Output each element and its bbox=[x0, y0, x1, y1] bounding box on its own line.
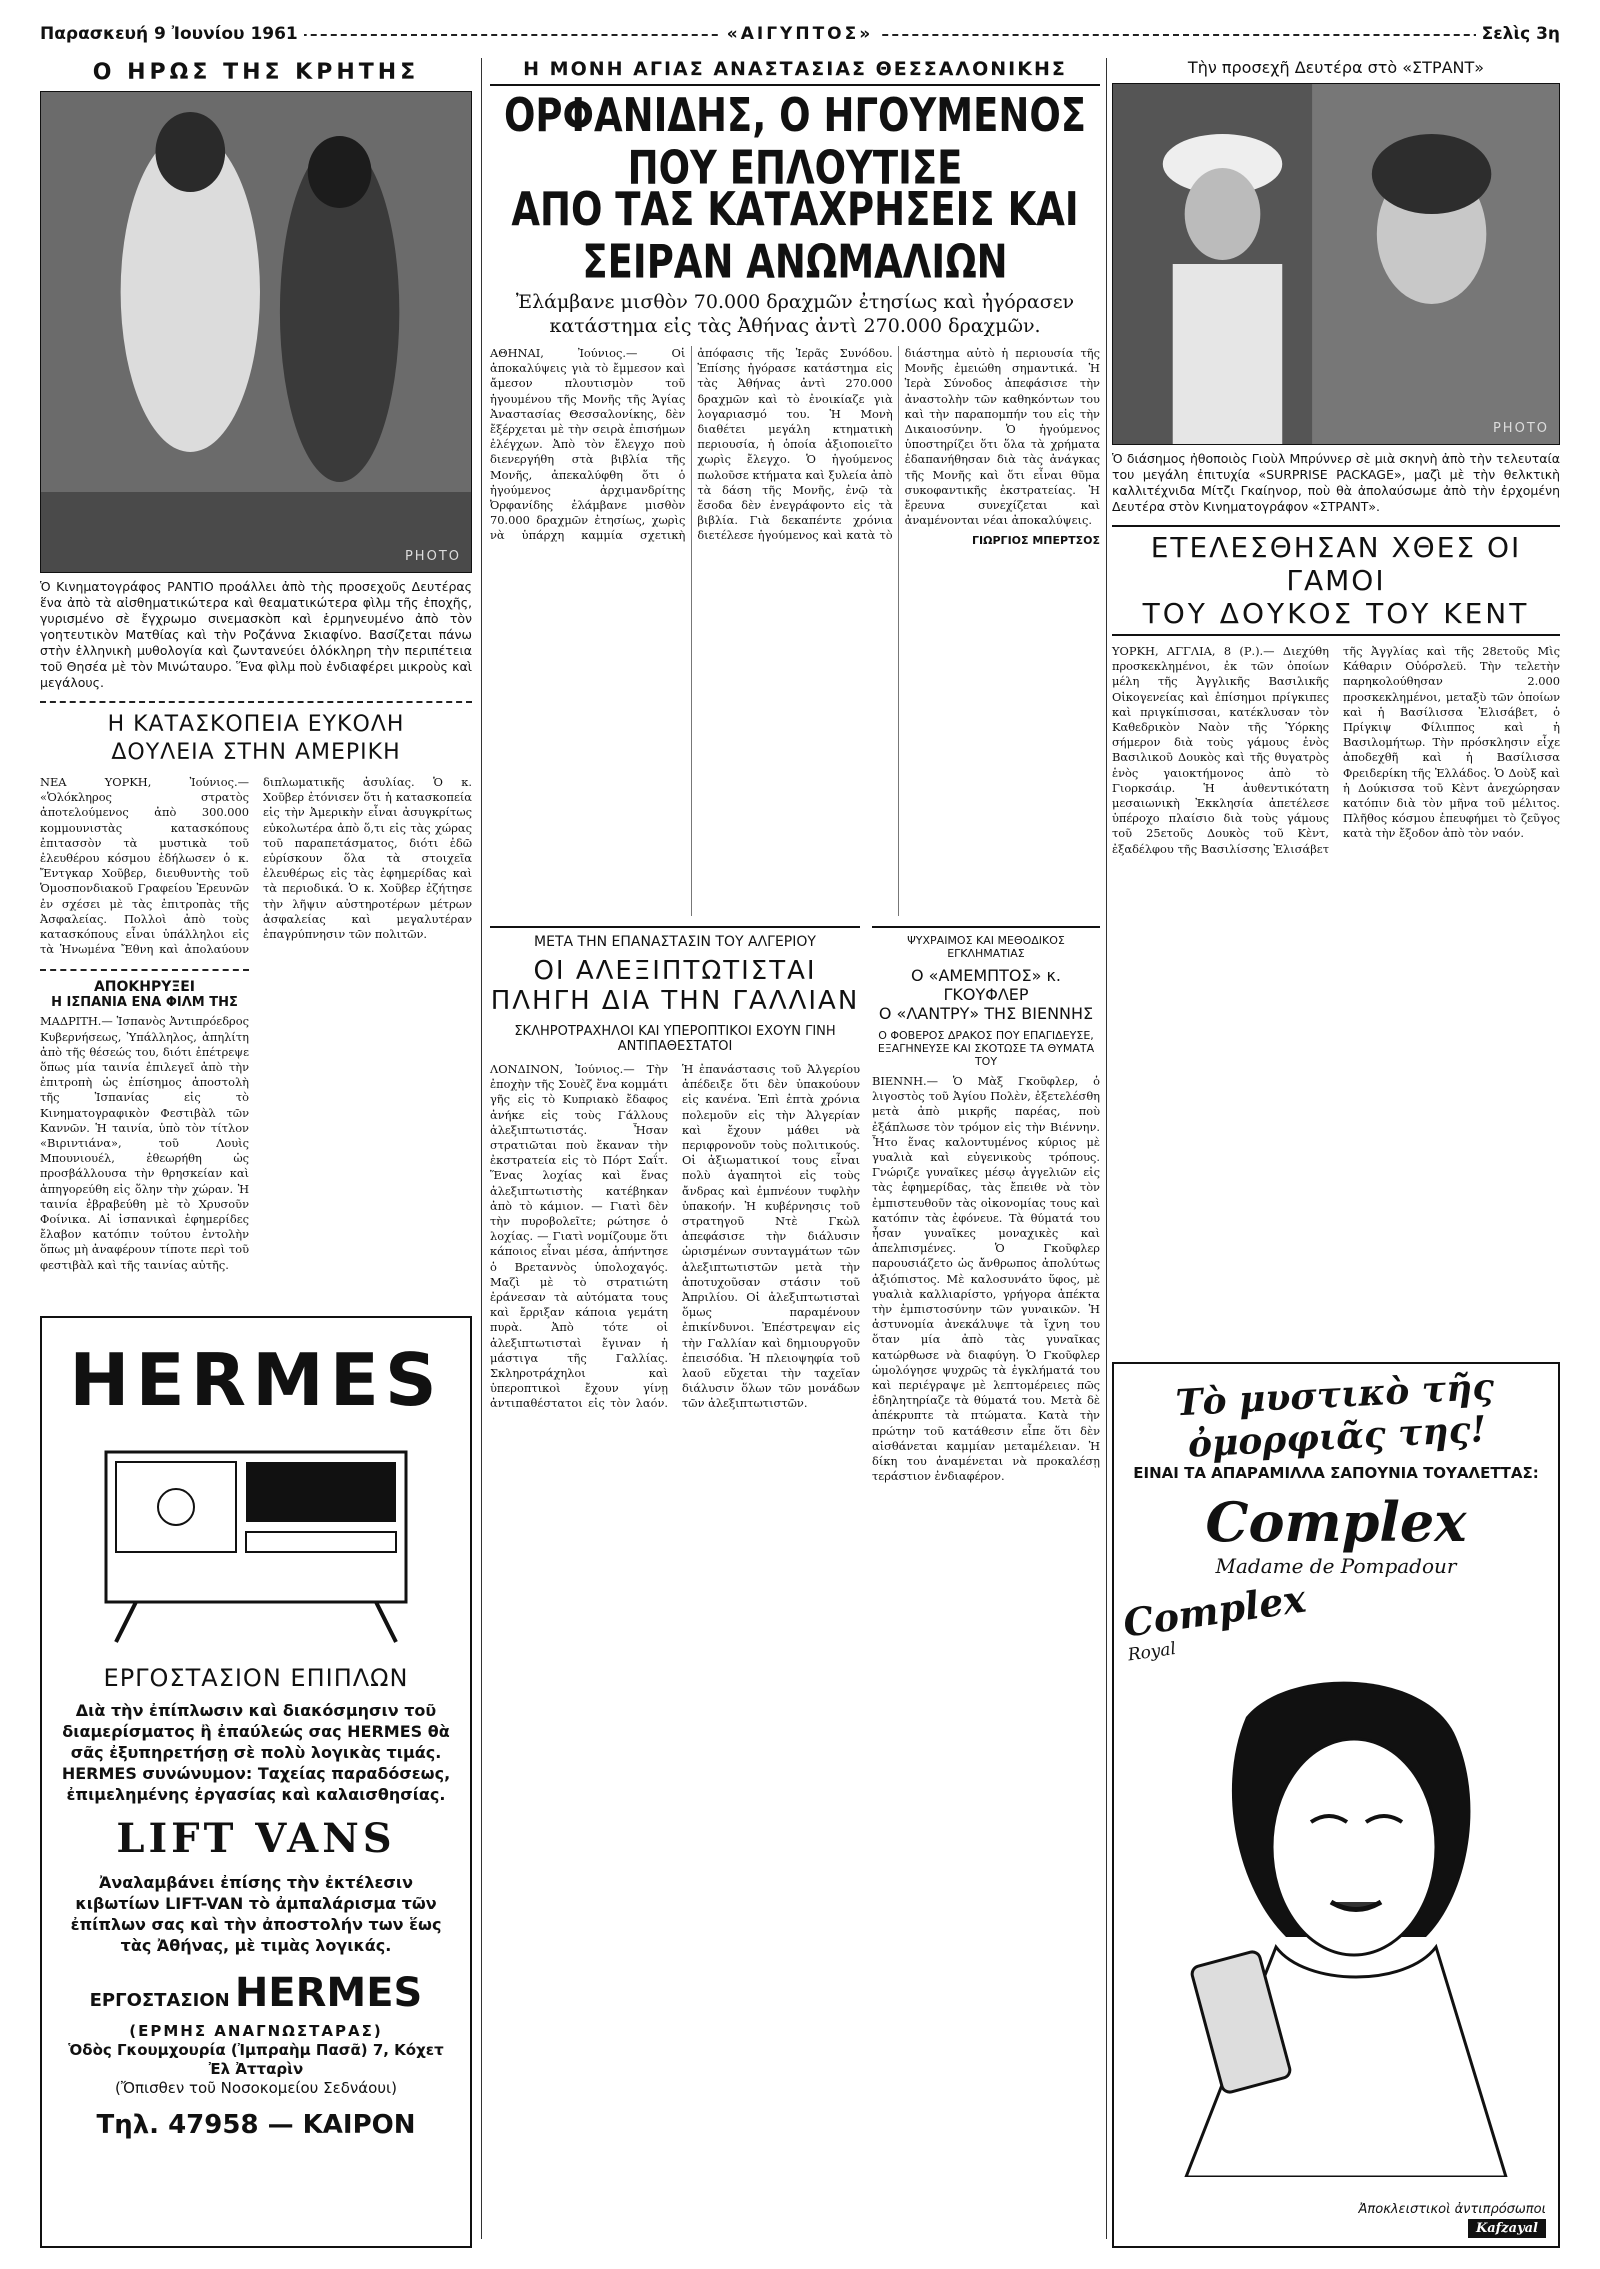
spain-section bbox=[40, 961, 472, 1278]
model-illustration bbox=[1126, 1657, 1546, 2177]
monastery-signature: ΓΙΩΡΓΙΟΣ ΜΠΕΡΤΣΟΣ bbox=[972, 534, 1100, 548]
soap-firm-name: Kafzayal bbox=[1468, 2219, 1546, 2238]
hero-article-title: Ο ΗΡΩΣ ΤΗΣ ΚΡΗΤΗΣ bbox=[92, 60, 420, 85]
spy-article-title: Η ΚΑΤΑΣΚΟΠΕΙΑ ΕΥΚΟΛΗ ΔΟΥΛΕΙΑ ΣΤΗΝ ΑΜΕΡΙΚΗ bbox=[107, 712, 405, 765]
middle-column bbox=[490, 58, 1100, 1490]
strand-kicker: Τὴν προσεχῆ Δευτέρα στὸ «ΣΤΡΑΝΤ» bbox=[1187, 58, 1485, 77]
spy-article-body bbox=[40, 775, 472, 957]
strand-caption: Ὁ διάσημος ἠθοποιὸς Γιοὺλ Μπρύννερ σὲ μιὰ σκηνὴ ἀπὸ τὴν τελευταία του μεγάλη ἐπιτυχία «SURPRISE PACKAGE», μαζὶ μὲ τὴν θελκτικὴ καλλιτέχνιδα Μίτζι Γκαίηνορ, ποὺ θὰ ἀπολαύσωμε ἀπὸ τὴν ἐρχομένη Δευτέρα στὸν Κινηματογράφον «ΣΤΡΑΝΤ». bbox=[1112, 451, 1560, 514]
strand-photo-label: PHOTO bbox=[1492, 421, 1549, 436]
spain-article-text: ΜΑΔΡΙΤΗ.— Ἱσπανὸς Ἀντιπρόεδρος Κυβερνήσεως, Ὑπάλληλος, ἀπηλίτη ἀπὸ τῆς θέσεώς του, διότι ἐπέτρεψε ὅπως μία ταινία ἐπιλεγεῖ ἀπὸ τὴν ἐπιτροπὴ ὡς ἐπίσημος ἀποστολὴ τῆς Ἱσπανίας εἰς τὸ Κινηματογραφικὸν Φεστιβὰλ τῶν Καννῶν. Ἡ ταινία, ὑπὸ τὸν τίτλον «Βιριντιάνα», τοῦ Λουὶς Μπουνιουέλ, ἐθεωρήθη ὡς προσβάλλουσα τὴν θρησκείαν καὶ ἀπηγορεύθη εἰς ὅλην τὴν χώραν. Ἡ ταινία ἐβραβεύθη μὲ τὸ Χρυσοῦν Φοίνικα. Αἱ ἱσπανικαὶ ἐφημερίδες ἔλαβον κατόπιν τούτου ἐντολὴν ὅπως μὴ ἀναφέρουν τίποτε περὶ τοῦ φεστιβὰλ καὶ τῆς ταινίας αὐτῆς. bbox=[40, 1014, 249, 1272]
spain-article bbox=[40, 961, 249, 1278]
crime-headline-1: Ο «ΑΜΕΜΠΤΟΣ» κ. ΓΚΟΥΦΛΕΡ bbox=[910, 966, 1062, 1004]
wedding-headline-1: ΕΤΕΛΕΣΘΗΣΑΝ ΧΘΕΣ ΟΙ ΓΑΜΟΙ bbox=[1150, 531, 1522, 597]
hermes-advertisement bbox=[40, 1316, 472, 2248]
soap-royal-row bbox=[1120, 1575, 1548, 1666]
algeria-article bbox=[490, 926, 860, 1490]
monastery-subhead: Ἐλάμβανε μισθὸν 70.000 δραχμῶν ἐτησίως καὶ ἠγόρασεν κατάστημα εἰς τὰς Ἀθήνας ἀντὶ 270.000 δραχμῶν. bbox=[515, 291, 1075, 337]
strand-still-graphic bbox=[1113, 84, 1559, 444]
spain-title-1: ΑΠΟΚΗΡΥΞΕΙ bbox=[93, 979, 196, 996]
soap-ad-footer bbox=[1359, 2202, 1546, 2236]
column-divider-1 bbox=[481, 58, 482, 2239]
soap-madame: Madame de Pompadour bbox=[1215, 1554, 1457, 1578]
monastery-article-body bbox=[490, 346, 1100, 916]
monastery-kicker: Η ΜΟΝΗ ΑΓΙΑΣ ΑΝΑΣΤΑΣΙΑΣ ΘΕΣΣΑΛΟΝΙΚΗΣ bbox=[490, 58, 1100, 86]
crime-headline-2: Ο «ΛΑΝΤΡΥ» ΤΗΣ ΒΙΕΝΝΗΣ bbox=[878, 1004, 1094, 1023]
hermes-brand: HERMES bbox=[69, 1338, 443, 1422]
column-divider-2 bbox=[1106, 58, 1107, 2239]
page-number: Σελὶς 3η bbox=[1476, 24, 1560, 44]
section-divider bbox=[40, 701, 472, 703]
film-still-graphic bbox=[41, 92, 471, 572]
spain-title-2: Η ΙΣΠΑΝΙΑ ΕΝΑ ΦΙΛΜ ΤΗΣ bbox=[51, 995, 238, 1011]
hero-caption: Ὁ Κινηματογράφος ΡΑΝΤΙΟ προάλλει ἀπὸ τὴς προσεχοῦς Δευτέρας ἕνα ἀπὸ τὰ αἰσθηματικώτερα καὶ θεαματικώτερα φὶλμ τῆς ἐποχῆς, γυρισμένο σὲ ἔγχρωμο σινεμασκὸπ καὶ ἑρμηνευμένο ἀπὸ τὸν γοητευτικὸν Ματθίας καὶ τὴν Ροζάννα Σκιαφίνο. Βασίζεται πάνω στὴν ἑλληνικὴ μυθολογία καὶ ζωντανεύει ὁλόκληρη τὴν περιπέτεια τοῦ Θησέα μὲ τὸν Μινώταυρο. Ἕνα φὶλμ ποὺ ἐνδιαφέρει μικροὺς καὶ μεγάλους. bbox=[40, 579, 472, 690]
soap-royal-box bbox=[1120, 1576, 1311, 1666]
algeria-subhead: ΣΚΛΗΡΟΤΡΑΧΗΛΟΙ ΚΑΙ ΥΠΕΡΟΠΤΙΚΟΙ ΕΧΟΥΝ ΓΙΝΗ ΑΝΤΙΠΑΘΕΣΤΑΤΟΙ bbox=[514, 1024, 836, 1054]
algeria-body bbox=[490, 1062, 860, 1415]
soap-agents-label: Ἀποκλειστικοὶ ἀντιπρόσωποι bbox=[1358, 2202, 1546, 2217]
algeria-headline-2: ΠΛΗΓΗ ΔΙΑ ΤΗΝ ΓΑΛΛΙΑΝ bbox=[490, 986, 860, 1016]
crime-kicker: ΨΥΧΡΑΙΜΟΣ ΚΑΙ ΜΕΘΟΔΙΚΟΣ ΕΓΚΛΗΜΑΤΙΑΣ bbox=[907, 934, 1065, 960]
soap-royal: Royal bbox=[1126, 1638, 1178, 1666]
soap-brand-royal: Complex bbox=[1120, 1575, 1309, 1646]
crime-article-text: ΒΙΕΝΝΗ.— Ὁ Μὰξ Γκοῦφλερ, ὁ λιγοστὸς τοῦ Ἀγίου Πολὲν, ἐξετελέσθη μετὰ ἀπὸ μικρῆς παρέας, ποὺ ἐξάπλωσε τὸν τρόμον εἰς τὴν Βιέννην. Ἦτο ἕνας καλοντυμένος κύριος μὲ γυαλιὰ καὶ εὐγενικοὺς τρόπους. Γνώριζε γυναῖκες μέσῳ ἀγγελιῶν εἰς τὰς ἐφημερίδας, τὰς ἔπειθε νὰ τὸν ἐμπιστευθοῦν τὰς οἰκονομίας τους καὶ κατόπιν τὰς ἐφόνευε. Τὰ θύματά του ἦσαν γυναῖκες μοναχικὲς καὶ ἀπελπισμένες. Ὁ Γκοῦφλερ παρουσιάζετο ὡς ἄνθρωπος ἀπολύτως ἀξιόπιστος. Μὲ καλοσυνάτο ὕφος, μὲ γυαλιὰ καλλιαρίστο, γρήγορα ἀπέκτα τὴν ἐμπιστοσύνην τῶν γυναικῶν. Ἡ ἀστυνομία ἀνεκάλυψε τὰ ἴχνη του ὅταν μία ἀπὸ τὰς γυναῖκας κατώρθωσε νὰ διαφύγη. Ὁ Γκοῦφλερ ὡμολόγησε ψυχρῶς τὰ ἐγκλήματά του καὶ περιέγραψε μὲ λεπτομέρειες πῶς ἐδηλητηρίαζε τὰ θύματά του. Μετὰ δὲ ἀπέκρυπτε τὰ πτώματα. Κατὰ τὴν πρώτην τοῦ κατάθεσιν εἶπε ὅτι δὲν αἰσθάνεται καμμίαν μεταμέλειαν. Ἡ δίκη του ἀναμένεται νὰ προκαλέσῃ τεράστιον ἐνδιαφέρον. bbox=[872, 1074, 1100, 1484]
furniture-illustration bbox=[76, 1422, 436, 1652]
complex-soap-advertisement bbox=[1112, 1362, 1560, 2248]
soap-ad-title: Τὸ μυστικὸ τῆς ὀμορφιᾶς της! bbox=[1174, 1365, 1496, 1466]
right-column bbox=[1112, 58, 1560, 857]
left-column bbox=[40, 58, 472, 1279]
monastery-article-text: ΑΘΗΝΑΙ, Ἰούνιος.— Οἱ ἀποκαλύψεις γιὰ τὸ ἔμμεσον καὶ ἄμεσον πλουτισμὸν τοῦ ἡγουμένου τῆς Μονῆς τῆς Ἁγίας Ἀναστασίας Θεσσαλονίκης, δὲν ἔξέρχεται μὲ τὴν σειρὰ ἐπισήμων ἐλέγχων. Ἀπὸ τὸν ἔλεγχο ποὺ διενεργήθη στὰ βιβλία τῆς Μονῆς, ἀπεκαλύφθη ὅτι ὁ ἡγούμενος ἀρχιμανδρίτης Ὀρφανίδης ἐλάμβανε μισθὸν 70.000 δραχμῶν ἐτησίως, χωρὶς νὰ ὑπάρχη καμμία σχετικὴ ἀπόφασις τῆς Ἱερᾶς Συνόδου. Ἐπίσης ἠγόρασε κατάστημα εἰς τὰς Ἀθήνας ἀντὶ 270.000 δραχμῶν καὶ τὸ ἐνοικίαζε γιὰ λογαριασμό του. Ἡ Μονὴ διαθέτει μεγάλη κτηματικὴ περιουσία, ἡ ὁποία ἀξιοποιεῖτο χωρὶς ἔλεγχο. Ὁ ἡγούμενος πωλοῦσε κτήματα καὶ ξυλεία ἀπὸ τὰ δάση τῆς Μονῆς, ἐνῷ τὰ ἔσοδα δὲν ἐνεγράφοντο εἰς τὰ βιβλία. Γιὰ δεκαπέντε χρόνια διετέλεσε ἡγούμενος καὶ κατὰ τὸ διάστημα αὐτὸ ἡ περιουσία τῆς Μονῆς ἐμειώθη σημαντικά. Ἡ Ἱερὰ Σύνοδος ἀπεφάσισε τὴν ἀναστολὴν τῶν καθηκόντων του καὶ τὴν παραπομπήν του εἰς τὴν Δικαιοσύνην. Ὁ ἡγούμενος ὑποστηρίζει ὅτι ὅλα τὰ χρήματα ἐδαπανήθησαν διὰ τὰς ἀνάγκας τῆς Μονῆς καὶ ὅτι εἶναι θῦμα συκοφαντικῆς ἐκστρατείας. Ἡ ἔρευνα συνεχίζεται καὶ ἀναμένονται νέαι ἀποκαλύψεις. bbox=[490, 346, 1100, 543]
hermes-factory-line bbox=[58, 1970, 454, 2016]
paper-name: «ΑΙΓΥΠΤΟΣ» bbox=[40, 24, 1560, 44]
hero-film-photo bbox=[40, 91, 472, 573]
hermes-text-1: Διὰ τὴν ἐπίπλωσιν καὶ διακόσμησιν τοῦ διαμερίσματος ἢ ἐπαύλεώς σας HERMES θὰ σᾶς ἐξυπηρετήσῃ σὲ πολὺ λογικὰς τιμάς. HERMES συνώνυμον: Ταχείας παραδόσεως, ἐπιμελημένης ἐργασίας καὶ καλαισθησίας. bbox=[61, 1701, 451, 1804]
wedding-headline-block bbox=[1112, 525, 1560, 636]
hermes-phone: Τηλ. 47958 — ΚΑΙΡΟΝ bbox=[96, 2110, 416, 2140]
crime-subhead: Ο ΦΟΒΕΡΟΣ ΔΡΑΚΟΣ ΠΟΥ ΕΠΑΓΙΔΕΥΣΕ, ΕΞΑΓΗΝΕΥΣΕ ΚΑΙ ΣΚΟΤΩΣΕ ΤΑ ΘΥΜΑΤΑ ΤΟΥ bbox=[877, 1029, 1095, 1068]
wedding-article-body bbox=[1112, 644, 1560, 857]
strand-film-photo bbox=[1112, 83, 1560, 445]
crime-article bbox=[872, 926, 1100, 1490]
hermes-text-2: Ἀναλαμβάνει ἐπίσης τὴν ἐκτέλεσιν κιβωτίων LIFT-VAN τὸ ἀμπαλάρισμα τῶν ἐπίπλων σας καὶ τὴν ἀποστολήν των ἕως τὰς Ἀθήνας, μὲ τιμὰς λογικάς. bbox=[70, 1873, 442, 1955]
hermes-factory: ΕΡΓΟΣΤΑΣΙΟΝ ΕΠΙΠΛΩΝ bbox=[103, 1664, 409, 1692]
monastery-headline-1: ΟΡΦΑΝΙΔΗΣ, Ο ΗΓΟΥΜΕΝΟΣ ΠΟΥ ΕΠΛΟΥΤΙΣΕ bbox=[503, 88, 1087, 195]
hermes-address: Ὁδὸς Γκουμχουρία (Ἰμπραὴμ Πασᾶ) 7, Κόχετ Ἐλ Ἀτταρὶν bbox=[68, 2041, 444, 2078]
masthead bbox=[40, 20, 1560, 50]
spain-divider bbox=[40, 969, 249, 971]
hermes-brand-2: HERMES bbox=[234, 1970, 423, 2016]
hermes-address-2: (Ὄπισθεν τοῦ Νοσοκομείου Σεδνάουι) bbox=[115, 2079, 397, 2097]
soap-brand: Complex bbox=[1205, 1490, 1467, 1554]
spy-article-text: ΝΕΑ ΥΟΡΚΗ, Ἰούνιος.— «Ὁλόκληρος στρατὸς ἀποτελούμενος ἀπὸ 300.000 κομμουνιστὰς κατασκόπους ἐπιτασσὸν τὰ μυστικὰ τοῦ ἐλευθέρου κόσμου ἐδήλωσεν ὁ κ. Ἔντγκαρ Χοῦβερ, διευθυντὴς τοῦ Ὁμοσπονδιακοῦ Γραφείου Ἐρευνῶν ἐν σχέσει μὲ τὰς ἐπιτροπὰς τῆς Ἀσφαλείας. Πολλοὶ ἀπὸ τοὺς κατασκόπους εἶναι ὑπάλληλοι εἰς τὰ Ἡνωμένα Ἔθνη καὶ ἀπολαύουν διπλωματικῆς ἀσυλίας. Ὁ κ. Χοῦβερ ἐτόνισεν ὅτι ἡ κατασκοπεία εἰς τὴν Ἀμερικὴν εἶναι ἀσυγκρίτως εὐκολωτέρα ἀπὸ ὅ,τι εἰς τὰς χώρας τοῦ παραπετάσματος, διότι ἐδῶ εὑρίσκουν ὅλα τὰ στοιχεῖα ἐλευθέρως εἰς τὰς ἐφημερίδας καὶ τὰ περιοδικά. Ὁ κ. Χοῦβερ ἐζήτησε τὴν λῆψιν αὐστηροτέρων μέτρων ἀσφαλείας καὶ μεγαλυτέραν ἐπαγρύπνησιν τῶν πολιτῶν. bbox=[40, 775, 472, 957]
hermes-owner: (ΕΡΜΗΣ ΑΝΑΓΝΩΣΤΑΡΑΣ) bbox=[129, 2022, 383, 2040]
monastery-headline-2: ΑΠΟ ΤΑΣ ΚΑΤΑΧΡΗΣΕΙΣ ΚΑΙ ΣΕΙΡΑΝ ΑΝΩΜΑΛΙΩΝ bbox=[511, 182, 1079, 289]
factory-prefix: ΕΡΓΟΣΤΑΣΙΟΝ bbox=[89, 1990, 230, 2011]
photo-label: PHOTO bbox=[404, 549, 461, 564]
wedding-headline-2: ΤΟΥ ΔΟΥΚΟΣ ΤΟΥ ΚΕΝΤ bbox=[1142, 597, 1530, 630]
algeria-headline-1: ΟΙ ΑΛΕΞΙΠΤΩΤΙΣΤΑΙ bbox=[533, 956, 817, 986]
lift-vans-label: LIFT VANS bbox=[116, 1815, 396, 1862]
lower-middle bbox=[490, 926, 1100, 1490]
algeria-kicker: ΜΕΤΑ ΤΗΝ ΕΠΑΝΑΣΤΑΣΙΝ ΤΟΥ ΑΛΓΕΡΙΟΥ bbox=[534, 934, 816, 950]
issue-date: Παρασκευή 9 Ἰουνίου 1961 bbox=[40, 24, 304, 44]
soap-ad-line: ΕΙΝΑΙ ΤΑ ΑΠΑΡΑΜΙΛΛΑ ΣΑΠΟΥΝΙΑ ΤΟΥΑΛΕΤΤΑΣ: bbox=[1133, 1464, 1539, 1482]
algeria-article-text: ΛΟΝΔΙΝΟΝ, Ἰούνιος.— Τὴν ἐποχὴν τῆς Σουὲζ ἕνα κομμάτι γῆς εἰς τὸ Κυπριακὸ ἔδαφος ἀνήκε εἰς τοὺς Γάλλους ἀλεξιπτωτιστάς. Ἦσαν στρατιῶται ποὺ ἔκαναν τὴν ἐκστρατεία εἰς τὸ Πόρτ Σαΐτ. Ἕνας λοχίας καὶ ἕνας ἀλεξιπτωτιστὴς κατέβηκαν ἀπὸ τὸ κάμιον. — Γιατὶ δὲν τὴν πυροβολεῖτε; ρώτησε ὁ λοχίας. — Γιατὶ νομίζουμε ὅτι κάποιος εἶναι μέσα, ἀπήντησε ὁ Βρεταννὸς ὑπολοχαγός. Μαζὶ μὲ τὸ στρατιώτη ἐράνεσαν τὰ αὐτόματα τους καὶ ἔρριξαν κάποια γεμάτη πυρὰ. Ἀπὸ τότε οἱ ἀλεξιπτωτισταὶ ἔγιναν ἡ μάστιγα τῆς Γαλλίας. Σκληροτράχηλοι καὶ ὑπεροπτικοὶ ἔχουν γίνῃ ἀντιπαθέστατοι εἰς τὸν λαόν. Ἡ ἐπανάστασις τοῦ Ἀλγερίου ἀπέδειξε ὅτι δὲν ὑπακούουν εἰς κανένα. Ἐπὶ ἑπτὰ χρόνια πολεμοῦν εἰς τὴν Ἀλγερίαν καὶ ἔχουν μάθει νὰ περιφρονοῦν τοὺς πολιτικούς. Οἱ ἀξιωματικοί τους εἶναι πολὺ ἀγαπητοὶ εἰς τοὺς ἄνδρας καὶ ἐμπνέουν τυφλὴν ὑπακοήν. Ἡ κυβέρνησις τοῦ στρατηγοῦ Ντὲ Γκὼλ ἀπεφάσισε τὴν διάλυσιν ὡρισμένων συνταγμάτων τῶν ἀλεξιπτωτιστῶν μετὰ τὴν ἀποτυχοῦσαν στάσιν τοῦ Ἀπριλίου. Οἱ ἀλεξιπτωτισταὶ ὅμως παραμένουν ἐπικίνδυνοι. Ἐπέστρεψαν εἰς τὴν Γαλλίαν καὶ δημιουργοῦν ἐπεισόδια. Ἡ πλειοψηφία τοῦ λαοῦ εὔχεται τὴν ταχεῖαν διάλυσιν ὅλων τῶν μονάδων τῶν ἀλεξιπτωτιστῶν. bbox=[490, 1062, 860, 1411]
wedding-article-text: ΥΟΡΚΗ, ΑΓΓΛΙΑ, 8 (Ρ.).— Διεχύθη προσκεκλημένοι, ἐκ τῶν ὁποίων μέλη τῆς Ἀγγλικῆς Βασιλικῆς Οἰκογενείας καὶ ἐπίσημοι πρίγκιπες καὶ πριγκίπισσαι, κατέκλυσαν τὸν Καθεδρικὸν Ναὸν τῆς Ὑόρκης σήμερον διὰ τοὺς γάμους ἐνὸς Βασιλικοῦ Δουκὸς καὶ τῆς θυγατρὸς ἑνὸς γαιοκτήμονος ἀπὸ τὸ Γιορκσάιρ. Ἡ ἀυθεντικότατη μεσαιωνικὴ Ἐκκλησία ἀπετέλεσε ὑπέροχο πλαίσιο διὰ τοὺς γάμους τοῦ 25ετοῦς Δουκὸς τοῦ Κὲντ, ἐξαδέλφου τῆς Βασιλίσσης Ἐλισάβετ τῆς Ἀγγλίας καὶ τῆς 28ετοῦς Μὶς Κάθαριν Οὐόρσλεϋ. Τὴν τελετὴν παρηκολούθησαν 2.000 προσκεκλημένοι, μεταξὺ τῶν ὁποίων καὶ ἡ Βασίλισσα Ἐλισάβετ, ὁ Πρίγκιψ Φίλιππος καὶ ἡ Βασιλομήτωρ. Τὴν πρόσκλησιν εἶχε ἀποδεχθῆ καὶ ἡ Βασίλισσα Φρειδερίκη τῆς Ἑλλάδος. Ὁ Δοὺξ καὶ ἡ Δούκισσα τοῦ Κὲντ ἀνεχώρησαν κατόπιν διὰ τὸν μῆνα τοῦ μέλιτος. Πλῆθος κόσμου ἐπευφήμει τὸ ζεῦγος κατὰ τὴν ἔξοδον ἀπὸ τὸν ναόν. bbox=[1112, 644, 1560, 856]
